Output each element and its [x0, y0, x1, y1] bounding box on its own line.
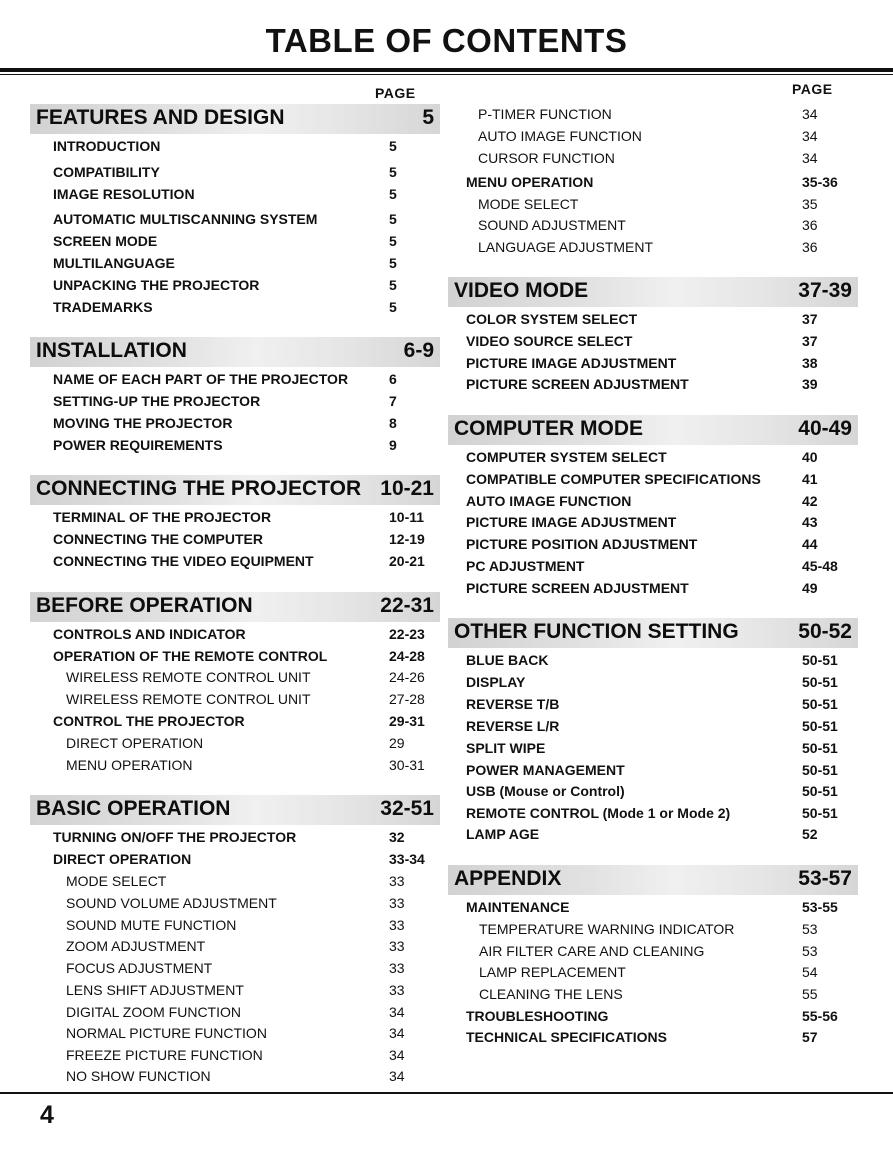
toc-entry	[53, 233, 449, 253]
toc-entry	[66, 895, 449, 915]
toc-entry	[479, 943, 862, 963]
toc-entry	[466, 471, 862, 491]
toc-entry	[466, 174, 862, 194]
entry-label: UNPACKING THE PROJECTOR	[53, 277, 260, 293]
toc-entry	[53, 186, 449, 206]
entry-label: TRADEMARKS	[53, 299, 153, 315]
toc-entry	[478, 196, 862, 216]
entry-label: REVERSE T/B	[466, 696, 560, 712]
section-heading	[30, 104, 440, 134]
toc-entry	[53, 626, 449, 646]
entry-label: SPLIT WIPE	[466, 740, 546, 756]
entry-label: OPERATION OF THE REMOTE CONTROL	[53, 648, 328, 664]
entry-label: AUTO IMAGE FUNCTION	[466, 493, 632, 509]
section-page: 10-21	[380, 477, 434, 500]
entry-label: TROUBLESHOOTING	[466, 1008, 609, 1024]
entry-page: 54	[802, 964, 818, 980]
entry-page: 5	[389, 186, 397, 202]
toc-entry	[478, 150, 862, 170]
page-title: TABLE OF CONTENTS	[265, 22, 628, 59]
entry-label: LENS SHIFT ADJUSTMENT	[66, 982, 244, 998]
toc-entry	[479, 964, 862, 984]
section-page: 37-39	[798, 279, 852, 302]
entry-page: 34	[389, 1068, 405, 1084]
toc-entry	[466, 580, 862, 600]
entry-label: LAMP AGE	[466, 826, 540, 842]
entry-page: 53-55	[802, 899, 838, 915]
right-column	[446, 0, 893, 1154]
toc-entry	[466, 805, 862, 825]
section-heading	[30, 795, 440, 825]
entry-label: ZOOM ADJUSTMENT	[66, 938, 206, 954]
toc-entry	[53, 211, 449, 231]
entry-page: 12-19	[389, 531, 425, 547]
entry-label: MODE SELECT	[66, 873, 167, 889]
toc-entry	[66, 757, 449, 777]
toc-entry	[466, 1008, 862, 1028]
entry-page: 40	[802, 449, 818, 465]
entry-page: 55-56	[802, 1008, 838, 1024]
entry-label: SOUND VOLUME ADJUSTMENT	[66, 895, 277, 911]
entry-label: SETTING-UP THE PROJECTOR	[53, 393, 261, 409]
section-page: 50-52	[798, 620, 852, 643]
entry-label: CURSOR FUNCTION	[478, 150, 615, 166]
entry-label: MENU OPERATION	[466, 174, 594, 190]
entry-label: POWER MANAGEMENT	[466, 762, 625, 778]
toc-entry	[466, 740, 862, 760]
toc-entry	[466, 311, 862, 331]
entry-page: 35-36	[802, 174, 838, 190]
entry-page: 55	[802, 986, 818, 1002]
toc-entry	[466, 826, 862, 846]
entry-page: 34	[389, 1025, 405, 1041]
toc-entry	[466, 1029, 862, 1049]
section-title: FEATURES AND DESIGN	[36, 106, 285, 129]
entry-label: NO SHOW FUNCTION	[66, 1068, 211, 1084]
entry-label: MAINTENANCE	[466, 899, 570, 915]
entry-label: PICTURE SCREEN ADJUSTMENT	[466, 580, 689, 596]
entry-label: COMPUTER SYSTEM SELECT	[466, 449, 667, 465]
toc-entry	[466, 376, 862, 396]
toc-entry	[66, 982, 449, 1002]
entry-page: 24-26	[389, 669, 425, 685]
entry-page: 29	[389, 735, 405, 751]
entry-label: PICTURE POSITION ADJUSTMENT	[466, 536, 698, 552]
entry-label: TEMPERATURE WARNING INDICATOR	[479, 921, 735, 937]
entry-label: CONNECTING THE VIDEO EQUIPMENT	[53, 553, 314, 569]
entry-label: POWER REQUIREMENTS	[53, 437, 223, 453]
toc-entry	[66, 1025, 449, 1045]
entry-page: 33	[389, 938, 405, 954]
entry-label: AUTO IMAGE FUNCTION	[478, 128, 642, 144]
section-title: BASIC OPERATION	[36, 797, 231, 820]
toc-entry	[466, 674, 862, 694]
entry-label: SOUND MUTE FUNCTION	[66, 917, 237, 933]
right-page-header: PAGE	[792, 81, 833, 97]
section-heading	[30, 475, 440, 505]
entry-page: 33-34	[389, 851, 425, 867]
entry-label: MULTILANGUAGE	[53, 255, 175, 271]
entry-page: 35	[802, 196, 818, 212]
toc-entry	[53, 371, 449, 391]
toc-entry	[66, 1047, 449, 1067]
entry-label: AUTOMATIC MULTISCANNING SYSTEM	[53, 211, 318, 227]
toc-entry	[53, 851, 449, 871]
toc-entry	[53, 648, 449, 668]
toc-entry	[53, 437, 449, 457]
entry-label: NORMAL PICTURE FUNCTION	[66, 1025, 267, 1041]
entry-page: 41	[802, 471, 818, 487]
entry-page: 34	[802, 150, 818, 166]
toc-entry	[479, 986, 862, 1006]
entry-label: LAMP REPLACEMENT	[479, 964, 626, 980]
entry-page: 33	[389, 873, 405, 889]
toc-entry	[466, 333, 862, 353]
entry-page: 50-51	[802, 652, 838, 668]
toc-entry	[66, 873, 449, 893]
entry-label: WIRELESS REMOTE CONTROL UNIT	[66, 669, 311, 685]
entry-label: CONTROL THE PROJECTOR	[53, 713, 245, 729]
entry-label: PICTURE SCREEN ADJUSTMENT	[466, 376, 689, 392]
toc-entry	[466, 652, 862, 672]
toc-entry	[53, 509, 449, 529]
entry-page: 53	[802, 921, 818, 937]
entry-page: 20-21	[389, 553, 425, 569]
entry-page: 45-48	[802, 558, 838, 574]
page-number: 4	[40, 1101, 54, 1129]
entry-page: 29-31	[389, 713, 425, 729]
entry-page: 38	[802, 355, 818, 371]
section-heading	[30, 337, 440, 367]
entry-label: DIRECT OPERATION	[66, 735, 204, 751]
section-heading	[448, 618, 858, 648]
section-title: VIDEO MODE	[454, 279, 589, 302]
toc-entry	[479, 921, 862, 941]
toc-entry	[66, 691, 449, 711]
entry-label: IMAGE RESOLUTION	[53, 186, 195, 202]
entry-page: 24-28	[389, 648, 425, 664]
entry-page: 50-51	[802, 674, 838, 690]
entry-page: 33	[389, 917, 405, 933]
toc-entry	[478, 106, 862, 126]
toc-entry	[466, 493, 862, 513]
entry-label: USB (Mouse or Control)	[466, 783, 625, 799]
entry-page: 50-51	[802, 805, 838, 821]
entry-page: 34	[802, 128, 818, 144]
entry-page: 5	[389, 138, 397, 154]
entry-page: 37	[802, 333, 818, 349]
toc-entry	[53, 713, 449, 733]
entry-label: COLOR SYSTEM SELECT	[466, 311, 638, 327]
section-page: 6-9	[403, 339, 434, 362]
toc-entry	[478, 128, 862, 148]
entry-label: REVERSE L/R	[466, 718, 560, 734]
section-page: 32-51	[380, 797, 434, 820]
entry-page: 50-51	[802, 718, 838, 734]
left-page-header: PAGE	[375, 85, 416, 101]
entry-page: 36	[802, 217, 818, 233]
entry-page: 5	[389, 277, 397, 293]
toc-entry	[53, 553, 449, 573]
entry-page: 39	[802, 376, 818, 392]
toc-entry	[66, 960, 449, 980]
section-page: 53-57	[798, 867, 852, 890]
toc-entry	[53, 164, 449, 184]
entry-label: PICTURE IMAGE ADJUSTMENT	[466, 514, 677, 530]
entry-label: TECHNICAL SPECIFICATIONS	[466, 1029, 667, 1045]
section-title: COMPUTER MODE	[454, 417, 643, 440]
entry-page: 50-51	[802, 762, 838, 778]
entry-page: 33	[389, 895, 405, 911]
entry-page: 33	[389, 982, 405, 998]
entry-page: 50-51	[802, 783, 838, 799]
entry-page: 44	[802, 536, 818, 552]
toc-entry	[466, 696, 862, 716]
entry-page: 6	[389, 371, 397, 387]
toc-entry	[466, 558, 862, 578]
entry-label: REMOTE CONTROL (Mode 1 or Mode 2)	[466, 805, 731, 821]
entry-label: CLEANING THE LENS	[479, 986, 623, 1002]
entry-page: 36	[802, 239, 818, 255]
toc-entry	[466, 718, 862, 738]
entry-label: WIRELESS REMOTE CONTROL UNIT	[66, 691, 311, 707]
section-heading	[448, 277, 858, 307]
entry-page: 52	[802, 826, 818, 842]
entry-label: MODE SELECT	[478, 196, 579, 212]
entry-page: 33	[389, 960, 405, 976]
toc-entry	[66, 669, 449, 689]
entry-page: 37	[802, 311, 818, 327]
entry-page: 30-31	[389, 757, 425, 773]
entry-page: 5	[389, 233, 397, 249]
toc-entry	[53, 299, 449, 319]
entry-page: 7	[389, 393, 397, 409]
entry-label: PICTURE IMAGE ADJUSTMENT	[466, 355, 677, 371]
entry-label: P-TIMER FUNCTION	[478, 106, 612, 122]
entry-label: MOVING THE PROJECTOR	[53, 415, 233, 431]
toc-entry	[66, 938, 449, 958]
section-title: CONNECTING THE PROJECTOR	[36, 477, 362, 500]
entry-label: SCREEN MODE	[53, 233, 158, 249]
entry-page: 9	[389, 437, 397, 453]
entry-page: 5	[389, 164, 397, 180]
section-heading	[448, 865, 858, 895]
toc-entry	[53, 531, 449, 551]
toc-entry	[53, 277, 449, 297]
toc-entry	[53, 255, 449, 275]
toc-entry	[466, 449, 862, 469]
section-title: INSTALLATION	[36, 339, 187, 362]
section-page: 40-49	[798, 417, 852, 440]
toc-entry	[466, 536, 862, 556]
entry-label: COMPATIBLE COMPUTER SPECIFICATIONS	[466, 471, 761, 487]
entry-label: LANGUAGE ADJUSTMENT	[478, 239, 654, 255]
entry-label: PC ADJUSTMENT	[466, 558, 585, 574]
toc-entry	[53, 138, 449, 158]
toc-entry	[53, 393, 449, 413]
entry-page: 34	[802, 106, 818, 122]
entry-label: TURNING ON/OFF THE PROJECTOR	[53, 829, 297, 845]
entry-page: 43	[802, 514, 818, 530]
entry-label: AIR FILTER CARE AND CLEANING	[479, 943, 705, 959]
entry-label: TERMINAL OF THE PROJECTOR	[53, 509, 272, 525]
entry-label: COMPATIBILITY	[53, 164, 160, 180]
toc-entry	[478, 217, 862, 237]
toc-entry	[466, 762, 862, 782]
entry-page: 49	[802, 580, 818, 596]
entry-page: 34	[389, 1004, 405, 1020]
toc-entry	[66, 735, 449, 755]
entry-page: 5	[389, 255, 397, 271]
toc-entry	[478, 239, 862, 259]
toc-entry	[53, 829, 449, 849]
section-heading	[448, 415, 858, 445]
entry-page: 50-51	[802, 696, 838, 712]
entry-page: 34	[389, 1047, 405, 1063]
left-column	[0, 0, 440, 1154]
entry-page: 8	[389, 415, 397, 431]
bottom-rule	[0, 1092, 893, 1094]
entry-page: 42	[802, 493, 818, 509]
entry-label: INTRODUCTION	[53, 138, 161, 154]
entry-label: DIGITAL ZOOM FUNCTION	[66, 1004, 241, 1020]
entry-label: CONTROLS AND INDICATOR	[53, 626, 246, 642]
entry-page: 32	[389, 829, 405, 845]
entry-page: 22-23	[389, 626, 425, 642]
section-title: OTHER FUNCTION SETTING	[454, 620, 739, 643]
entry-label: BLUE BACK	[466, 652, 549, 668]
entry-label: FREEZE PICTURE FUNCTION	[66, 1047, 263, 1063]
toc-entry	[466, 355, 862, 375]
entry-label: CONNECTING THE COMPUTER	[53, 531, 263, 547]
entry-page: 53	[802, 943, 818, 959]
section-title: BEFORE OPERATION	[36, 594, 253, 617]
entry-page: 5	[389, 211, 397, 227]
entry-label: DISPLAY	[466, 674, 526, 690]
entry-label: DIRECT OPERATION	[53, 851, 192, 867]
toc-entry	[466, 783, 862, 803]
entry-label: MENU OPERATION	[66, 757, 193, 773]
section-page: 22-31	[380, 594, 434, 617]
toc-entry	[66, 917, 449, 937]
toc-entry	[53, 415, 449, 435]
entry-page: 5	[389, 299, 397, 315]
section-page: 5	[422, 106, 434, 129]
entry-label: VIDEO SOURCE SELECT	[466, 333, 633, 349]
entry-label: FOCUS ADJUSTMENT	[66, 960, 213, 976]
toc-entry	[466, 899, 862, 919]
section-title: APPENDIX	[454, 867, 562, 890]
toc-entry	[66, 1068, 449, 1088]
entry-label: NAME OF EACH PART OF THE PROJECTOR	[53, 371, 349, 387]
entry-page: 57	[802, 1029, 818, 1045]
entry-page: 27-28	[389, 691, 425, 707]
entry-page: 10-11	[389, 509, 425, 525]
entry-label: SOUND ADJUSTMENT	[478, 217, 626, 233]
entry-page: 50-51	[802, 740, 838, 756]
toc-entry	[66, 1004, 449, 1024]
section-heading	[30, 592, 440, 622]
toc-entry	[466, 514, 862, 534]
